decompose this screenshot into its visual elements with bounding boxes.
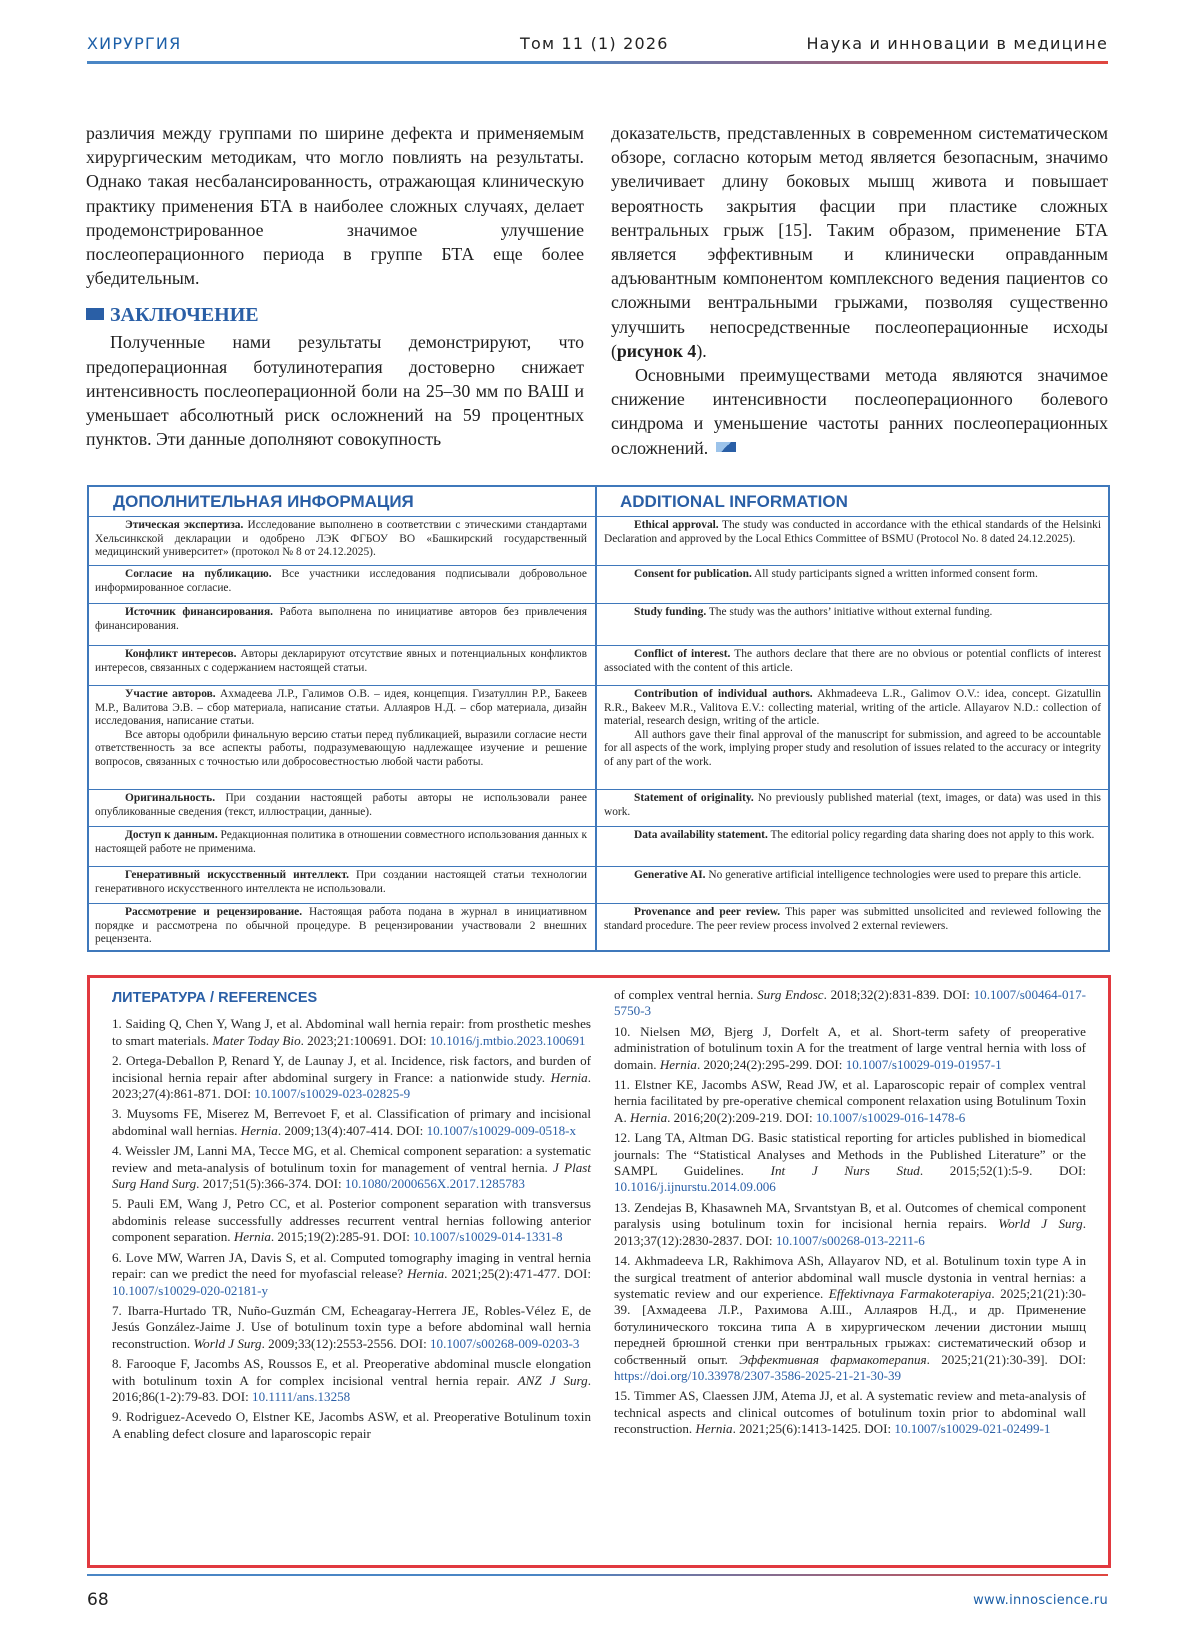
info-cell-en xyxy=(604,568,1101,582)
info-row xyxy=(89,685,1108,789)
info-cell-ru xyxy=(95,829,587,856)
reference-text: . 2023;21:100691. DOI: xyxy=(300,1032,430,1048)
info-cell-ru xyxy=(95,606,587,633)
reference-text: 3. Muysoms FE, Miserez M, Berrevoet F, et al. Classification of primary and incisional abdominal wall hernias. xyxy=(112,1106,591,1138)
reference-text: . 2009;33(12):2553-2556. DOI: xyxy=(261,1335,430,1351)
info-cell-en xyxy=(604,829,1101,843)
doi-link[interactable]: 10.1007/s10029-020-02181-y xyxy=(112,1282,269,1298)
info-cell-ru xyxy=(95,519,587,560)
paragraph xyxy=(611,363,1108,460)
row-divider xyxy=(89,866,1108,867)
journal-name: World J Surg xyxy=(998,1216,1083,1232)
reference-text: 13. Zendejas B, Khasawneh MA, Srvantstyan B, et al. Outcomes of chemical component paralysis using botulinum toxin for incisional hernia repairs. xyxy=(614,1199,1086,1232)
reference-text: . 2021;25(6):1413-1425. DOI: xyxy=(732,1421,895,1437)
end-of-article-icon xyxy=(716,442,736,452)
info-label: Генеративный искусственный интеллект. xyxy=(125,869,349,881)
journal-name: Surg Endosc xyxy=(757,987,824,1002)
doi-link[interactable]: 10.1007/s10029-019-01957-1 xyxy=(845,1056,1002,1072)
section-marker-icon xyxy=(86,308,104,320)
doi-link[interactable]: 10.1007/s10029-023-02825-9 xyxy=(254,1086,411,1102)
info-cell-ru xyxy=(95,906,587,947)
doi-link[interactable]: 10.1007/s10029-021-02499-1 xyxy=(894,1421,1051,1437)
paragraph-text: Основными преимуществами метода являются значимое снижение интенсивности послеоперационного болевого синдрома и уменьшение частоты ранних послеоперационных осложнений. xyxy=(611,365,1108,458)
doi-link[interactable]: 10.1111/ans.13258 xyxy=(252,1388,351,1404)
reference-text: . 2016;86(1-2):79-83. DOI: xyxy=(112,1372,591,1404)
info-cell-en xyxy=(604,688,1101,770)
header-divider xyxy=(87,61,1108,64)
journal-name: Int J Nurs Stud xyxy=(770,1163,920,1179)
info-cell-en xyxy=(604,792,1101,819)
reference-item xyxy=(112,1106,591,1139)
info-row xyxy=(89,903,1108,950)
info-cell-ru xyxy=(95,869,587,896)
info-text: Настоящая работа подана в журнал в инициативном порядке и рассмотрена по обычной процедуре. В рецензировании участвовали 2 внешних рецензента. xyxy=(95,906,587,946)
reference-item xyxy=(112,1196,591,1245)
page-number: 68 xyxy=(87,1590,109,1610)
reference-text: . 2021;25(2):471-477. DOI: xyxy=(444,1266,591,1282)
reference-text: . 2009;13(4):407-414. DOI: xyxy=(277,1122,427,1138)
info-text: The editorial policy regarding data sharing does not apply to this work. xyxy=(767,829,1095,841)
doi-link[interactable]: 10.1016/j.ijnurstu.2014.09.006 xyxy=(614,1179,776,1195)
row-divider xyxy=(89,645,1108,646)
info-label: Study funding. xyxy=(634,606,707,618)
conclusion-heading xyxy=(86,300,584,330)
journal-title: Наука и инновации в медицине xyxy=(806,34,1108,53)
journal-name: Hernia xyxy=(233,1229,271,1245)
info-cell-en xyxy=(604,648,1101,675)
info-label: Доступ к данным. xyxy=(125,829,218,841)
reference-text: 14. Akhmadeeva LR, Rakhimova ASh, Allayarov ND, et al. Botulinum toxin type A in the surgical treatment of anterior abdominal wall muscle dystonia in ventral hernias: a systematic review and our experience. xyxy=(614,1253,1086,1301)
row-divider xyxy=(89,565,1108,566)
info-row xyxy=(89,866,1108,903)
paragraph xyxy=(611,121,1108,363)
info-text: При создании настоящей статьи технологии генеративного искусственного интеллекта не использовали. xyxy=(95,869,588,895)
reference-text: 2. Ortega-Deballon P, Renard Y, de Launay J, et al. Incidence, risk factors, and burden of incisional hernia repair after abdominal surgery in France: a nationwide study. xyxy=(112,1053,591,1085)
info-label: Statement of originality. xyxy=(634,792,754,804)
reference-text: 11. Elstner KE, Jacombs ASW, Read JW, et al. Laparoscopic repair of complex ventral hernia facilitated by pre-operative chemical component relaxation using Botulinum Toxin A. xyxy=(614,1077,1086,1125)
reference-text: 5. Pauli EM, Wang J, Petro CC, et al. Posterior component separation with transversus abdominis release successfully addresses recurrent ventral hernias following anterior component separation. xyxy=(112,1196,591,1245)
reference-text: . 2025;21(21):30-39. [Ахмадеева Л.Р., Рахимова А.Ш., Аллаяров Н.Д., и др. Применение ботулинического токсина типа А в хирургическом лечении дистонии мышц передней брюшной стенки при вентральных грыжах: систематический обзор и собственный опыт. xyxy=(614,1285,1087,1367)
info-cell-en xyxy=(604,519,1101,546)
info-text: All study participants signed a written informed consent form. xyxy=(751,568,1038,580)
info-label: Оригинальность. xyxy=(125,792,216,804)
info-cell-ru xyxy=(95,648,587,675)
info-label: Generative AI. xyxy=(634,869,706,881)
additional-info-table xyxy=(87,485,1110,952)
info-row xyxy=(89,516,1108,565)
reference-text: 12. Lang TA, Altman DG. Basic statistical reporting for articles published in biomedical journals: The “Statistical Analyses and Methods in the Published Literature” or the SAMPL Guidelines. xyxy=(614,1130,1086,1179)
reference-text: . 2015;52(1):5-9. DOI: xyxy=(919,1163,1086,1179)
doi-link[interactable]: 10.1007/s10029-009-0518-x xyxy=(426,1122,577,1138)
info-label: Ethical approval. xyxy=(634,519,719,531)
info-cell-ru xyxy=(95,568,587,595)
paragraph: различия между группами по ширине дефекта и применяемым хирургическим методикам, что могло повлиять на результаты. Однако такая несбалансированность, отражающая клиническую практику применения БТА в наиболее сложных случаях, делает продемонстрированное значимое улучшение послеоперационного периода в группе БТА еще более убедительным. xyxy=(86,123,584,289)
info-row xyxy=(89,603,1108,645)
info-text: Работа выполнена по инициативе авторов без привлечения финансирования. xyxy=(95,606,587,632)
reference-item xyxy=(112,1053,591,1102)
volume-label: Том 11 (1) 2026 xyxy=(520,34,669,53)
info-cell-en xyxy=(604,869,1101,883)
doi-link[interactable]: 10.1007/s00268-013-2211-6 xyxy=(775,1232,925,1248)
journal-name: J Plast Surg Hand Surg xyxy=(112,1159,591,1192)
doi-link[interactable]: 10.1007/s00268-009-0203-3 xyxy=(429,1335,580,1351)
reference-text: 10. Nielsen MØ, Bjerg J, Dorfelt A, et al. Short-term safety of preoperative administration of botulinum toxin A for the treatment of large ventral hernia with loss of domain. xyxy=(614,1023,1086,1072)
info-text: Исследование выполнено в соответствии с этическими стандартами Хельсинкской декларации и одобрено ЛЭК ФГБОУ ВО «Башкирский государственный медицинский университет» (протокол № 8 от 24.12.2025). xyxy=(95,519,587,559)
journal-name: Effektivnaya Farmakoterapiya xyxy=(828,1285,992,1301)
journal-name: Hernia xyxy=(659,1056,697,1072)
reference-text: . 2025;21(21):30-39]. DOI: xyxy=(926,1351,1086,1367)
journal-name: ANZ J Surg xyxy=(517,1372,588,1388)
reference-text: . 2015;19(2):285-91. DOI: xyxy=(270,1229,414,1245)
reference-text: 9. Rodriguez-Acevedo O, Elstner KE, Jacombs ASW, et al. Preoperative Botulinum toxin A enabling defect closure and laparoscopic repair xyxy=(112,1409,591,1441)
reference-item xyxy=(112,1409,591,1442)
website-link[interactable]: www.innoscience.ru xyxy=(973,1593,1108,1608)
info-text: Все участники исследования подписывали добровольное информированное согласие. xyxy=(95,568,587,594)
doi-link[interactable]: 10.1007/s10029-016-1478-6 xyxy=(815,1109,966,1125)
figure-ref: рисунок 4 xyxy=(616,340,697,361)
journal-name: Эффективная фармакотерапия xyxy=(739,1351,927,1367)
info-cell-en xyxy=(604,606,1101,620)
info-label: Этическая экспертиза. xyxy=(125,519,244,531)
journal-name: Hernia xyxy=(407,1266,445,1282)
reference-text: . 2020;24(2):295-299. DOI: xyxy=(696,1056,846,1072)
reference-text: . 2013;37(12):2830-2837. DOI: xyxy=(614,1216,1086,1248)
reference-text: 15. Timmer AS, Claessen JJM, Atema JJ, et al. A systematic review and meta-analysis of technical aspects and clinical outcomes of botulinum toxin prior to abdominal wall reconstruction. xyxy=(614,1388,1086,1437)
reference-text: of complex ventral hernia. xyxy=(614,987,758,1002)
info-text: No previously published material (text, images, or data) was used in this work. xyxy=(604,792,1101,818)
row-divider xyxy=(89,903,1108,904)
references-column-right xyxy=(614,987,1086,1442)
reference-item xyxy=(112,1356,591,1405)
reference-text: . 2018;32(2):831-839. DOI: xyxy=(823,987,974,1002)
info-row xyxy=(89,565,1108,603)
doi-link[interactable]: 10.1016/j.mtbio.2023.100691 xyxy=(429,1032,586,1048)
references-box xyxy=(87,975,1111,1568)
info-row xyxy=(89,645,1108,685)
info-title-ru: ДОПОЛНИТЕЛЬНАЯ ИНФОРМАЦИЯ xyxy=(113,492,414,511)
paragraph: Полученные нами результаты демонстрируют, что предоперационная ботулинотерапия достоверно снижает интенсивность послеоперационной боли на 25–30 мм по ВАШ и уменьшает абсолютный риск осложнений на 59 процентных пунктов. Эти данные дополняют совокупность xyxy=(86,332,584,450)
info-text: Ахмадеева Л.Р., Галимов О.В. – идея, концепция. Гизатуллин Р.Р., Бакеев М.Р., Валитова Э.В. – сбор материала, написание статьи. Аллаяров Н.Д. – сбор материала, дизайн исследования, написание статьи. xyxy=(95,688,587,728)
reference-item xyxy=(112,1016,591,1049)
reference-text: 8. Farooque F, Jacombs AS, Roussos E, et al. Preoperative abdominal muscle elongation with botulinum toxin A for complex incisional ventral hernia repair. xyxy=(112,1356,591,1388)
info-text: This paper was submitted unsolicited and reviewed following the standard procedure. The peer review process involved 2 external reviewers. xyxy=(604,906,1101,932)
doi-link[interactable]: 10.1007/s00464-017-5750-3 xyxy=(614,987,1086,1019)
body-column-right xyxy=(611,121,1108,460)
conclusion-title: ЗАКЛЮЧЕНИЕ xyxy=(110,304,259,327)
info-text: The authors declare that there are no obvious or potential conflicts of interest associated with the content of this article. xyxy=(604,648,1101,674)
info-label: Участие авторов. xyxy=(125,688,216,700)
info-cell-ru xyxy=(95,688,587,770)
journal-name: Hernia xyxy=(550,1069,588,1085)
doi-link[interactable]: https://doi.org/10.33978/2307-3586-2025-21-21-30-39 xyxy=(614,1367,902,1383)
info-text: The study was conducted in accordance with the ethical standards of the Helsinki Declaration and approved by the Local Ethics Committee of BSMU (Protocol No. 8 dated 24.12.2025). xyxy=(604,519,1102,545)
paragraph-end: ). xyxy=(696,340,707,361)
journal-name: Hernia xyxy=(695,1421,733,1437)
journal-name: World J Surg xyxy=(193,1335,262,1351)
reference-text: 6. Love MW, Warren JA, Davis S, et al. Computed tomography imaging in ventral hernia repair: can we predict the need for myofascial release? xyxy=(112,1249,591,1282)
info-label: Источник финансирования. xyxy=(125,606,273,618)
info-label: Согласие на публикацию. xyxy=(125,568,272,580)
info-label: Contribution of individual authors. xyxy=(634,688,813,700)
reference-item xyxy=(614,1077,1086,1126)
info-text: All authors gave their final approval of the manuscript for submission, and agreed to be accountable for all aspects of the work, implying proper study and resolution of issues related to the accuracy or integrity of any part of the work. xyxy=(604,728,1101,768)
reference-item xyxy=(112,1250,591,1299)
reference-item xyxy=(614,1388,1086,1437)
reference-item xyxy=(614,1130,1086,1196)
info-label: Conflict of interest. xyxy=(634,648,731,660)
references-title: ЛИТЕРАТУРА / REFERENCES xyxy=(112,990,318,1006)
info-label: Provenance and peer review. xyxy=(634,906,781,918)
reference-text: 1. Saiding Q, Chen Y, Wang J, et al. Abdominal wall hernia repair: from prosthetic meshes to smart materials. xyxy=(112,1016,591,1048)
info-label: Consent for publication. xyxy=(634,568,752,580)
reference-item xyxy=(112,1303,591,1352)
info-cell-en xyxy=(604,906,1101,933)
reference-item xyxy=(614,987,1086,1020)
reference-item xyxy=(614,1024,1086,1073)
info-text: При создании настоящей работы авторы не использовали ранее опубликованные сведения (текст, иллюстрации, данные). xyxy=(95,792,587,818)
info-label: Конфликт интересов. xyxy=(125,648,237,660)
reference-item xyxy=(614,1200,1086,1249)
reference-text: . 2016;20(2):209-219. DOI: xyxy=(667,1109,816,1125)
info-label: Рассмотрение и рецензирование. xyxy=(125,906,303,918)
footer-divider xyxy=(87,1574,1108,1576)
journal-name: Hernia xyxy=(240,1122,278,1138)
reference-item xyxy=(614,1253,1086,1384)
paragraph-text: доказательств, представленных в современном систематическом обзоре, согласно которым метод является безопасным, значимо увеличивает длину боковых мышц живота и повышает вероятность закрытия фасции при пластике сложных вентральных грыж [15]. Таким образом, применение БТА является эффективным и клинически оправданным адъювантным компонентом комплексного ведения пациентов со сложными вентральными грыжами, позволяя существенно улучшить непосредственные послеоперационные исходы ( xyxy=(611,123,1108,361)
row-divider xyxy=(89,789,1108,790)
journal-name: Mater Today Bio xyxy=(212,1032,301,1048)
body-column-left xyxy=(86,121,584,451)
info-text: Все авторы одобрили финальную версию статьи перед публикацией, выразили согласие нести ответственность за все аспекты работы, подразумевающую надлежащее изучение и решение вопросов, связанных с точностью или добросовестностью любой части работы. xyxy=(95,728,587,768)
row-divider xyxy=(89,603,1108,604)
doi-link[interactable]: 10.1007/s10029-014-1331-8 xyxy=(413,1229,563,1245)
section-label: ХИРУРГИЯ xyxy=(87,34,182,53)
reference-text: 7. Ibarra-Hurtado TR, Nuño-Guzmán CM, Echeagaray-Herrera JE, Robles-Vélez E, de Jesús González-Jaime J. Use of botulinum toxin type a before abdominal wall hernia reconstruction. xyxy=(112,1302,591,1351)
reference-text: . 2017;51(5):366-374. DOI: xyxy=(196,1176,345,1192)
journal-name: Hernia xyxy=(630,1109,668,1125)
row-divider xyxy=(89,516,1108,517)
info-text: Авторы декларируют отсутствие явных и потенциальных конфликтов интересов, связанных с содержанием настоящей статьи. xyxy=(95,648,587,674)
reference-item xyxy=(112,1143,591,1192)
info-text: The study was the authors’ initiative without external funding. xyxy=(706,606,993,618)
reference-text: . 2023;27(4):861-871. DOI: xyxy=(112,1069,591,1102)
info-row xyxy=(89,789,1108,826)
info-cell-ru xyxy=(95,792,587,819)
reference-text: 4. Weissler JM, Lanni MA, Tecce MG, et al. Chemical component separation: a systematic review and meta-analysis of botulinum toxin for management of ventral hernia. xyxy=(112,1143,591,1175)
info-text: No generative artificial intelligence technologies were used to prepare this article. xyxy=(705,869,1082,881)
row-divider xyxy=(89,685,1108,686)
doi-link[interactable]: 10.1080/2000656X.2017.1285783 xyxy=(344,1176,525,1192)
info-text: Akhmadeeva L.R., Galimov O.V.: idea, concept. Gizatullin R.R., Bakeev M.R., Valitova E.V.: collecting material, writing of the article. Allayarov N.D.: collection of material, research design, writing of the article. xyxy=(604,688,1101,728)
info-title-en: ADDITIONAL INFORMATION xyxy=(620,492,848,511)
info-label: Data availability statement. xyxy=(634,829,768,841)
info-text: Редакционная политика в отношении совместного использования данных к настоящей работе не применима. xyxy=(95,829,587,855)
row-divider xyxy=(89,826,1108,827)
references-column-left xyxy=(112,990,591,1446)
info-row xyxy=(89,826,1108,866)
